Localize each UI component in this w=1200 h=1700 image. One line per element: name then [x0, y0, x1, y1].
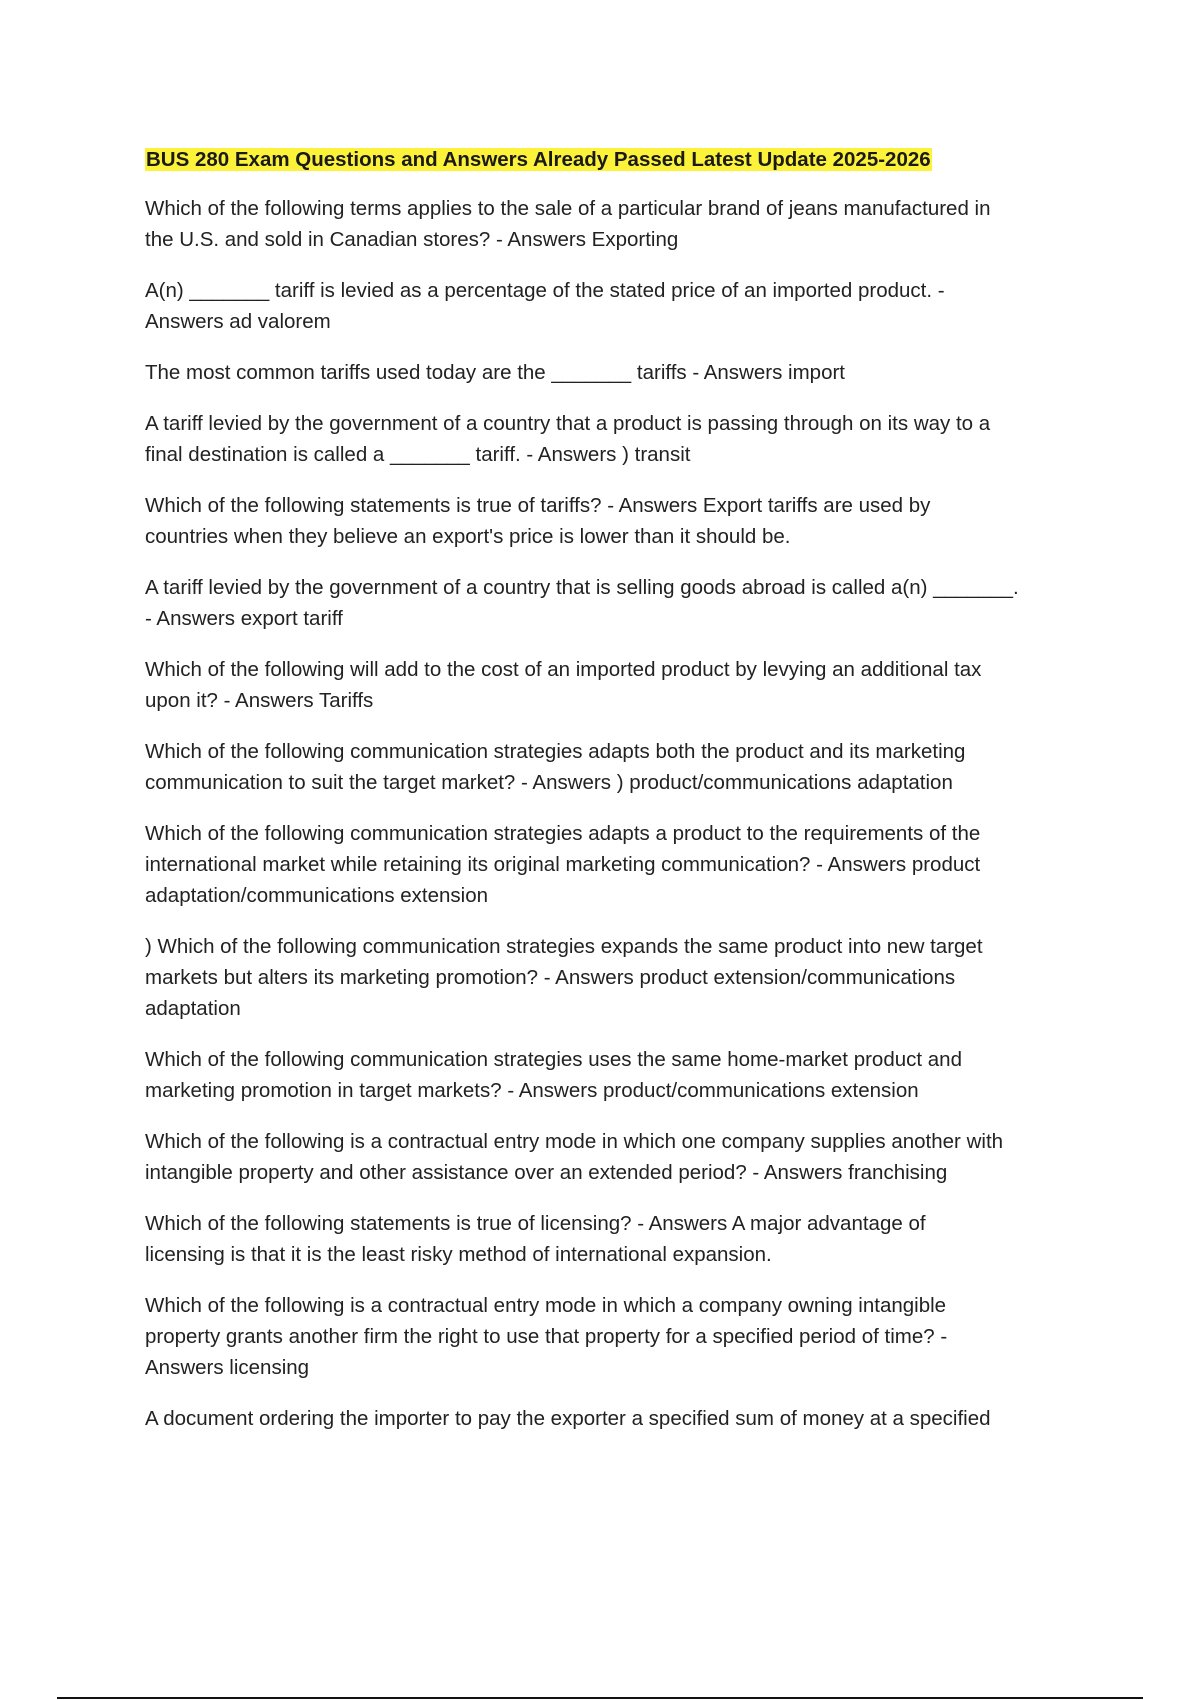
qa-item: Which of the following communication strategies uses the same home-market product and marketing promotion in target markets? - Answers product/communications extension	[145, 1048, 962, 1102]
qa-item: Which of the following is a contractual entry mode in which one company supplies another with intangible property and other assistance over an extended period? - Answers franchising	[145, 1130, 1004, 1184]
qa-item: A document ordering the importer to pay the exporter a specified sum of money at a specified	[145, 1407, 991, 1430]
footer-divider	[57, 1697, 1143, 1699]
qa-item: Which of the following statements is true of tariffs? - Answers Export tariffs are used by countries when they believe an export's price is lower than it should be.	[145, 494, 931, 548]
qa-item: The most common tariffs used today are the _______ tariffs - Answers import	[145, 361, 845, 384]
document-title-text: BUS 280 Exam Questions and Answers Already Passed Latest Update 2025-2026	[146, 148, 931, 171]
qa-item: ) Which of the following communication strategies expands the same product into new target markets but alters its marketing promotion? - Answers product extension/communications adaptation	[145, 935, 983, 1020]
qa-item: Which of the following communication strategies adapts a product to the requirements of the international market while retaining its original marketing communication? - Answers product adaptation/communications extension	[145, 822, 981, 907]
qa-item: A(n) _______ tariff is levied as a percentage of the stated price of an imported product. - Answers ad valorem	[145, 279, 945, 333]
qa-item: Which of the following statements is true of licensing? - Answers A major advantage of licensing is that it is the least risky method of international expansion.	[145, 1212, 926, 1266]
qa-item: Which of the following is a contractual entry mode in which a company owning intangible property grants another firm the right to use that property for a specified period of time? - Answers licensing	[145, 1294, 948, 1379]
qa-item: Which of the following will add to the cost of an imported product by levying an additional tax upon it? - Answers Tariffs	[145, 658, 982, 712]
qa-item: A tariff levied by the government of a country that is selling goods abroad is called a(n) _______. - Answers export tariff	[145, 576, 1019, 630]
qa-list	[145, 193, 1095, 1454]
document-title	[145, 147, 932, 173]
qa-item: Which of the following terms applies to the sale of a particular brand of jeans manufactured in the U.S. and sold in Canadian stores? - Answers Exporting	[145, 197, 991, 251]
qa-item: A tariff levied by the government of a country that a product is passing through on its way to a final destination is called a _______ tariff. - Answers ) transit	[145, 412, 991, 466]
qa-item: Which of the following communication strategies adapts both the product and its marketing communication to suit the target market? - Answers ) product/communications adaptation	[145, 740, 966, 794]
